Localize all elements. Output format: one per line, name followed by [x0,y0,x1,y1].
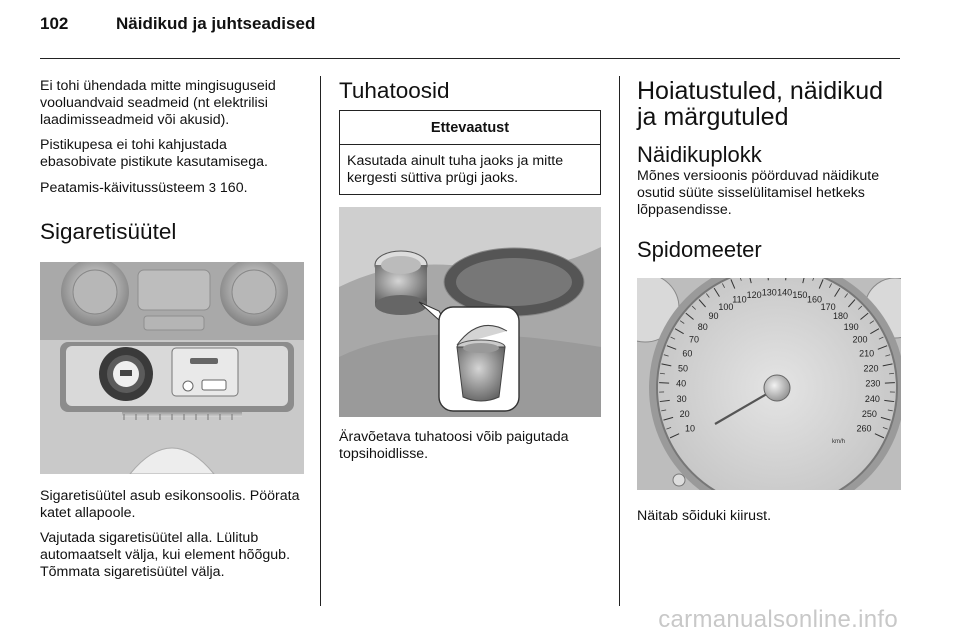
speedo-label: 200 [852,334,868,345]
speedo-label: 190 [843,322,859,333]
speedo-label: 40 [676,378,687,389]
lighter-caption-2: Vajutada sigaretisüütel alla. Lülitub automaatselt välja, kui element hõõgub. Tõmmata sigaretisüütel välja. [40,530,291,580]
subheading-instrument-cluster: Näidikuplokk [637,142,762,167]
column-2 [339,78,601,471]
watermark: carmanualsonline.info [658,606,898,633]
speedo-label: 10 [684,423,696,434]
caution-box [339,110,601,195]
speedometer-caption: Näitab sõiduki kiirust. [637,508,772,524]
speedo-label: 230 [865,378,881,389]
ashtray-caption: Äravõetava tuhatoosi võib paigutada topsihoidlisse. [339,429,569,462]
speedo-label: 250 [861,409,877,420]
instrument-cluster-text: Mõnes versioonis pöörduvad näidikute osutid süüte sisselülitamisel hetkeks lõppasendisse. [637,168,880,218]
speedo-label: 50 [678,363,689,374]
cross-reference-text: Peatamis-käivitussüsteem [40,180,209,196]
speedo-label: 120 [746,289,762,300]
speedo-label: 110 [732,294,747,305]
intro-paragraph-3 [40,179,306,197]
speedo-label: 150 [792,289,808,300]
speedo-label: 180 [832,310,849,321]
speedo-label: 70 [689,334,700,345]
speedo-label: 260 [856,423,872,434]
column-divider-1 [320,76,321,606]
speedo-label: 100 [718,301,734,312]
cigarette-lighter-illustration [40,262,304,474]
speedo-label: 90 [708,310,719,321]
speedo-label: 210 [859,348,875,359]
caution-body: Kasutada ainult tuha jaoks ja mitte kergesti süttiva prügi jaoks. [347,153,564,186]
speedo-label: 30 [676,394,687,405]
column-3 [637,78,901,533]
column-1 [40,78,306,589]
chapter-title: Näidikud ja juhtseadised [116,14,316,33]
speedo-label: 170 [820,301,836,312]
page-number: 102 [40,14,69,33]
ashtray-illustration [339,207,601,417]
speedo-unit-label: km/h [832,439,846,445]
cross-reference-page[interactable]: 160. [215,180,248,196]
cross-reference-arrow-icon: 3 [208,180,216,195]
subheading-speedometer: Spidomeeter [637,237,762,262]
speedo-label: 130 [761,287,777,298]
intro-paragraph-2: Pistikupesa ei tohi kahjustada ebasobivate pistikute kasutamisega. [40,137,268,170]
section-heading-lighter: Sigaretisüütel [40,219,177,244]
speedo-label: 160 [806,294,823,305]
speedo-label: 20 [679,409,690,420]
section-heading-warning-lights: Hoiatustuled, näidikud ja märgutuled [637,77,883,131]
speedo-label: 140 [777,287,793,298]
speedo-label: 60 [682,348,693,359]
speedometer-illustration [637,278,901,490]
speedo-label: 220 [863,363,879,374]
column-divider-2 [619,76,620,606]
section-heading-ashtrays: Tuhatoosid [339,78,450,103]
speedo-label: 80 [697,322,708,333]
page-header [40,14,900,50]
lighter-caption-1: Sigaretisüütel asub esikonsoolis. Pöörata katet allapoole. [40,488,300,521]
speedo-label: 240 [864,394,880,405]
caution-title: Ettevaatust [340,111,600,145]
header-divider [40,58,900,59]
intro-paragraph-1: Ei tohi ühendada mitte mingisuguseid vooluandvaid seadmeid (nt elektrilisi laadimisseadmeid või akusid). [40,78,276,128]
